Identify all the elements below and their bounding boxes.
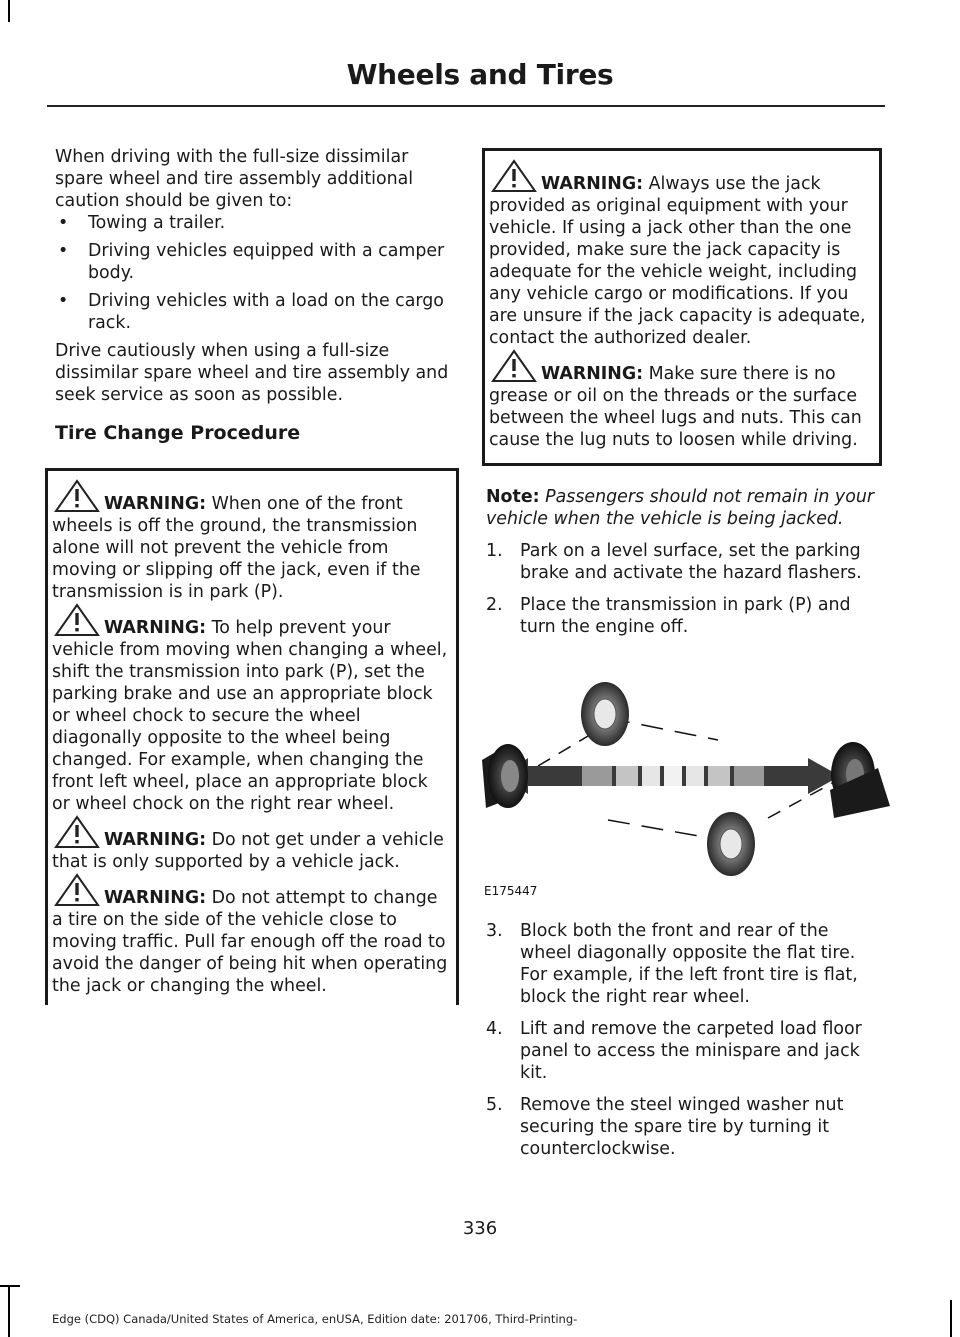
warning-triangle-icon	[491, 349, 537, 383]
warning-box	[482, 148, 882, 466]
warning-triangle-icon	[491, 159, 537, 193]
step-item: 1. Park on a level surface, set the parking brake and activate the hazard flashers.	[486, 541, 862, 583]
drive-cautiously-paragraph: Drive cautiously when using a full-size dissimilar spare wheel and tire assembly and seek service as soon as possible.	[55, 341, 449, 405]
step-item: 4. Lift and remove the carpeted load floor panel to access the minispare and jack kit.	[486, 1019, 862, 1083]
tire-top-icon	[581, 682, 629, 746]
intro-paragraph: When driving with the full-size dissimilar spare wheel and tire assembly additional caution should be given to:	[55, 147, 414, 211]
arrow-segment	[708, 766, 730, 786]
bullet-icon: •	[58, 213, 69, 233]
step-item: 5. Remove the steel winged washer nut securing the spare tire by turning it counterclockwise.	[486, 1095, 844, 1159]
list-item: • Driving vehicles with a load on the cargo rack.	[58, 291, 444, 333]
warning-item: WARNING: To help prevent your vehicle from moving when changing a wheel, shift the transmission into park (P), set the parking brake and use an appropriate block or wheel chock to secure the wheel diagonally opposite to the wheel being changed. For example, when changing the front left wheel, place an appropriate block or wheel chock on the right rear wheel.	[52, 603, 450, 815]
diagonal-wheel-chock-figure	[478, 648, 898, 908]
crop-mark	[0, 1285, 20, 1287]
warning-box	[45, 468, 459, 1005]
page-title: Wheels and Tires	[346, 58, 614, 91]
crop-mark	[950, 1300, 952, 1337]
steps-list	[486, 920, 882, 1160]
note-paragraph: Note: Passengers should not remain in your vehicle when the vehicle is being jacked.	[486, 487, 875, 529]
steps-list	[486, 540, 882, 638]
warning-triangle-icon	[54, 479, 100, 513]
list-item: • Towing a trailer.	[58, 213, 226, 233]
figure-code: E175447	[484, 884, 538, 898]
warning-triangle-icon	[54, 603, 100, 637]
warning-item: WARNING: Do not attempt to change a tire on the side of the vehicle close to moving traffic. Pull far enough off the road to avoid the danger of being hit when operating the jack or changing the wheel.	[52, 873, 450, 997]
dashed-line	[608, 820, 710, 838]
arrow-segment	[642, 766, 660, 786]
chocked-tire-left-icon	[482, 744, 528, 808]
section-heading: Tire Change Procedure	[55, 422, 301, 444]
tire-bottom-icon	[707, 812, 755, 876]
arrow-segment	[734, 766, 764, 786]
step-item: 2. Place the transmission in park (P) and turn the engine off.	[486, 595, 851, 637]
page-number: 336	[462, 1218, 498, 1239]
step-item: 3. Block both the front and rear of the wheel diagonally opposite the flat tire. For example, if the left front tire is flat, block the right rear wheel.	[486, 921, 858, 1007]
wheel-diagram-illustration	[478, 648, 898, 908]
caution-list	[55, 212, 453, 334]
crop-mark	[8, 1285, 10, 1337]
warning-triangle-icon	[54, 873, 100, 907]
arrow-segment	[616, 766, 638, 786]
warning-item: WARNING: When one of the front wheels is off the ground, the transmission alone will not prevent the vehicle from moving or slipping off the jack, even if the transmission is in park (P).	[52, 479, 450, 603]
warning-item: WARNING: Make sure there is no grease or oil on the threads or the surface between the wheel lugs and nuts. This can cause the lug nuts to loosen while driving.	[489, 349, 873, 451]
right-column	[486, 146, 882, 1170]
arrow-segment	[664, 766, 682, 786]
arrow-segment	[582, 766, 612, 786]
header-divider	[47, 105, 885, 107]
bullet-icon: •	[58, 291, 69, 311]
footer-edition-text: Edge (CDQ) Canada/United States of America, enUSA, Edition date: 201706, Third-Printing-	[52, 1312, 578, 1326]
warning-item: WARNING: Do not get under a vehicle that is only supported by a vehicle jack.	[52, 815, 450, 873]
warning-triangle-icon	[54, 815, 100, 849]
chocked-tire-right-icon	[830, 742, 890, 818]
warning-item: WARNING: Always use the jack provided as original equipment with your vehicle. If using a jack other than the one provided, make sure the jack capacity is adequate for the vehicle weight, including any vehicle cargo or modifications. If you are unsure if the jack capacity is adequate, contact the authorized dealer.	[489, 159, 873, 349]
crop-mark	[8, 0, 10, 22]
arrow-segment	[686, 766, 704, 786]
bullet-icon: •	[58, 241, 69, 261]
left-column	[52, 146, 453, 1005]
list-item: • Driving vehicles equipped with a camper body.	[58, 241, 445, 283]
